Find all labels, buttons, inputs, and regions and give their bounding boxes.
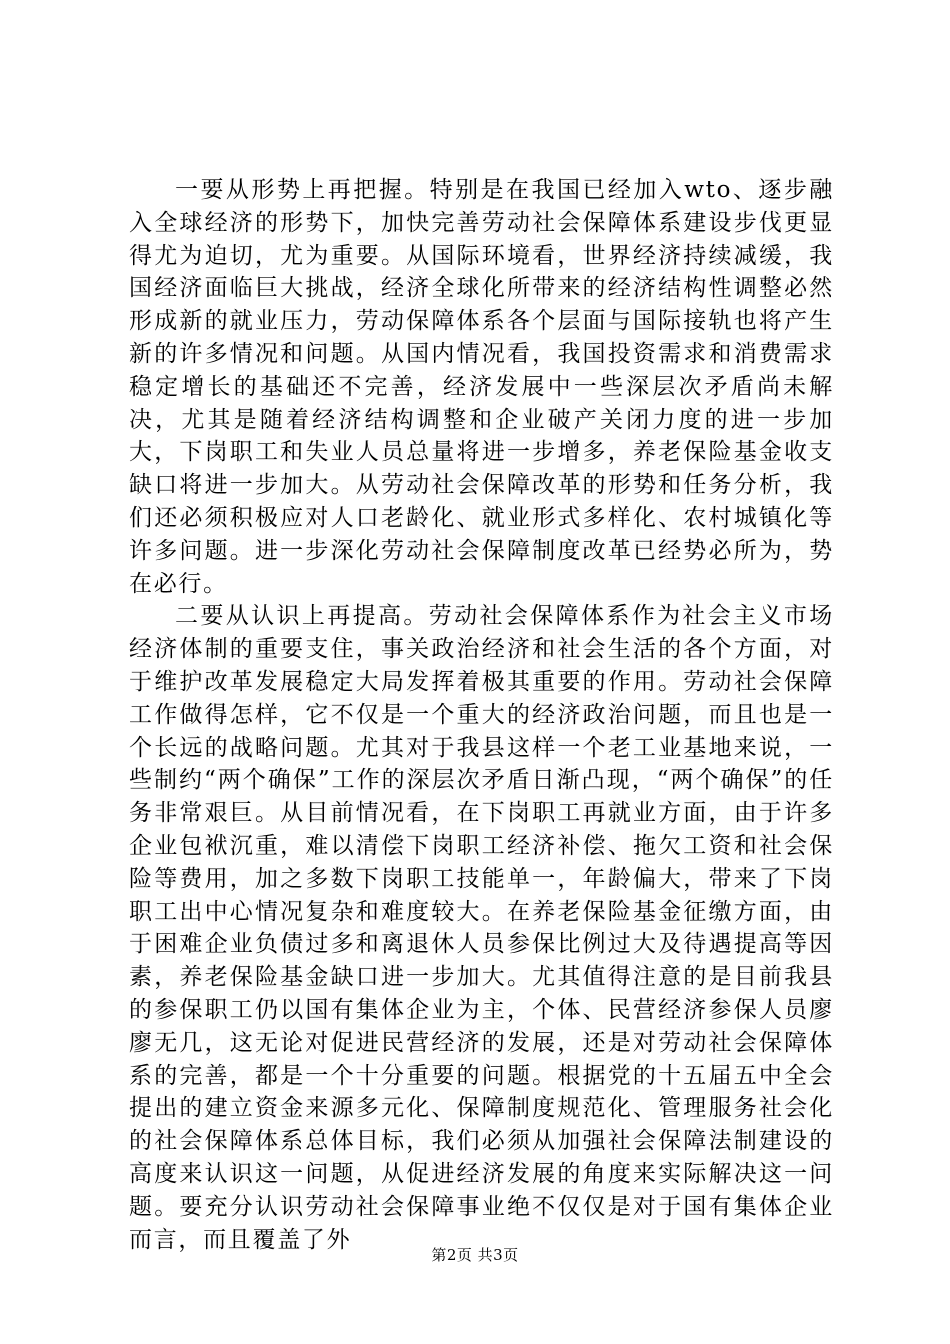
- paragraph-situation: 一要从形势上再把握。特别是在我国已经加入wto、逐步融入全球经济的形势下，加快完善劳动社会保障体系建设步伐更显得尤为迫切，尤为重要。从国际环境看，世界经济持续减缓，我国经济面临巨大挑战，经济全球化所带来的经济结构性调整必然形成新的就业压力，劳动保障体系各个层面与国际接轨也将产生新的许多情况和问题。从国内情况看，我国投资需求和消费需求稳定增长的基础还不完善，经济发展中一些深层次矛盾尚未解决，尤其是随着经济结构调整和企业破产关闭力度的进一步加大，下岗职工和失业人员总量将进一步增多，养老保险基金收支缺口将进一步加大。从劳动社会保障改革的形势和任务分析，我们还必须积极应对人口老龄化、就业形式多样化、农村城镇化等许多问题。进一步深化劳动社会保障制度改革已经势必所为，势在必行。: [129, 177, 834, 597]
- page-number-footer: 第2页 共3页: [431, 1246, 519, 1264]
- document-body: [129, 174, 834, 1256]
- paragraph-understanding: 二要从认识上再提高。劳动社会保障体系作为社会主义市场经济体制的重要支住，事关政治经济和社会生活的各个方面，对于维护改革发展稳定大局发挥着极其重要的作用。劳动社会保障工作做得怎样，它不仅是一个重大的经济政治问题，而且也是一个长远的战略问题。尤其对于我县这样一个老工业基地来说，一些制约“两个确保”工作的深层次矛盾日渐凸现，“两个确保”的任务非常艰巨。从目前情况看，在下岗职工再就业方面，由于许多企业包袱沉重，难以清偿下岗职工经济补偿、拖欠工资和社会保险等费用，加之多数下岗职工技能单一，年龄偏大，带来了下岗职工出中心情况复杂和难度较大。在养老保险基金征缴方面，由于困难企业负债过多和离退休人员参保比例过大及待遇提高等因素，养老保险基金缺口进一步加大。尤其值得注意的是目前我县的参保职工仍以国有集体企业为主，个体、民营经济参保人员廖廖无几，这无论对促进民营经济的发展，还是对劳动社会保障体系的完善，都是一个十分重要的问题。根据党的十五届五中全会提出的建立资金来源多元化、保障制度规范化、管理服务社会化的社会保障体系总体目标，我们必须从加强社会保障法制建设的高度来认识这一问题，从促进经济发展的角度来实际解决这一问题。要充分认识劳动社会保障事业绝不仅仅是对于国有集体企业而言，而且覆盖了外: [129, 603, 834, 1253]
